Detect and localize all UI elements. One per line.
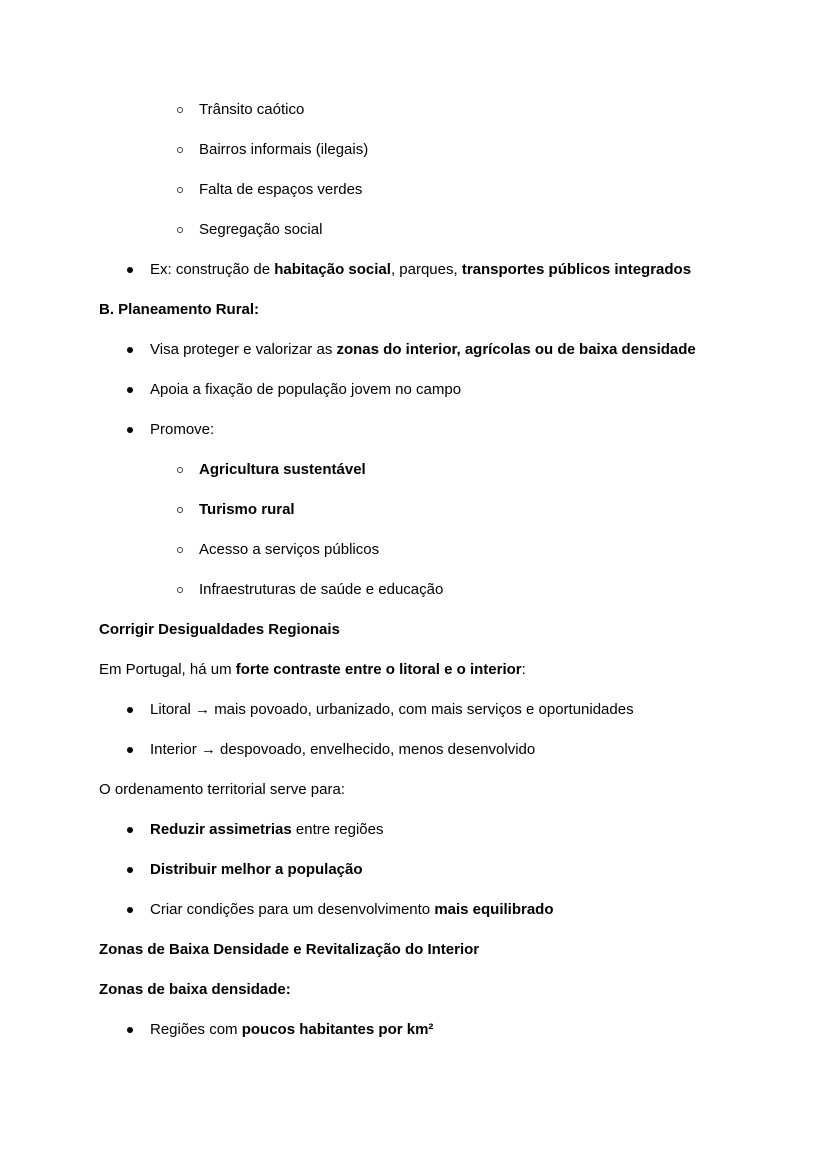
list-item-level1 [99,860,728,879]
list-item-level2 [99,140,728,159]
hollow-bullet-icon [177,507,183,513]
heading [99,940,728,959]
text-run: Visa proteger e valorizar as [150,341,337,358]
paragraph-text [99,781,345,798]
hollow-bullet-icon [177,107,183,113]
filled-bullet-icon [127,707,133,713]
text-run: Criar condições para um desenvolvimento [150,901,435,918]
list-item-text [150,701,634,718]
list-item-level1 [99,340,728,359]
list-item-text [150,861,363,878]
list-item-level2 [99,460,728,479]
text-run-bold: forte contraste entre o litoral e o interior [235,661,522,678]
text-run-bold: Distribuir melhor a população [150,861,363,878]
list-item-level2 [99,580,728,599]
text-run-bold: Reduzir assimetrias [150,821,292,838]
paragraph [99,780,728,799]
text-run-bold: mais equilibrado [434,901,554,918]
text-run: Regiões com [150,1021,242,1038]
text-run: O ordenamento territorial serve para: [99,781,345,798]
list-item-text [150,421,214,438]
text-run-bold: Turismo rural [199,501,295,518]
text-run: Segregação social [199,221,323,238]
list-item-text [199,141,368,158]
hollow-bullet-icon [177,147,183,153]
text-run-bold: zonas do interior, agrícolas ou de baixa densidade [336,341,696,358]
text-run-bold: Agricultura sustentável [199,461,366,478]
heading [99,980,728,999]
list-item-level1 [99,1020,728,1039]
list-item-level1 [99,380,728,399]
list-item-level1 [99,820,728,839]
text-run: Promove: [150,421,215,438]
heading-text: Zonas de Baixa Densidade e Revitalização do Interior [99,941,480,958]
filled-bullet-icon [127,1027,133,1033]
list-item-level1 [99,740,728,759]
filled-bullet-icon [127,387,133,393]
paragraph [99,660,728,679]
text-run: Acesso a serviços públicos [199,541,380,558]
list-item-text [150,261,691,278]
text-run-bold: poucos habitantes por km² [241,1021,434,1038]
text-run: Ex: construção de [150,261,275,278]
text-run: , parques, [390,261,462,278]
list-item-text [199,181,362,198]
list-item-text [150,381,461,398]
hollow-bullet-icon [177,547,183,553]
list-item-level1 [99,700,728,719]
text-run: Infraestruturas de saúde e educação [199,581,444,598]
list-item-text [199,101,304,118]
list-item-text [150,821,383,838]
text-run: Falta de espaços verdes [199,181,363,198]
text-run: Em Portugal, há um [99,661,236,678]
text-run: Trânsito caótico [199,101,305,118]
text-run: Bairros informais (ilegais) [199,141,369,158]
list-item-text [199,461,366,478]
list-item-level1 [99,260,728,279]
list-item-text [199,501,295,518]
list-item-level1 [99,900,728,919]
hollow-bullet-icon [177,227,183,233]
heading-text: Zonas de baixa densidade: [99,981,291,998]
text-run: Apoia a fixação de população jovem no campo [150,381,462,398]
list-item-text [150,901,554,918]
filled-bullet-icon [127,347,133,353]
list-item-text [150,741,535,758]
heading-text: Corrigir Desigualdades Regionais [99,621,340,638]
text-run-bold: transportes públicos integrados [461,261,692,278]
list-item-level2 [99,500,728,519]
filled-bullet-icon [127,827,133,833]
hollow-bullet-icon [177,187,183,193]
list-item-text [199,541,379,558]
list-item-level2 [99,100,728,119]
filled-bullet-icon [127,427,133,433]
text-run: Interior → despovoado, envelhecido, menos desenvolvido [150,741,536,758]
filled-bullet-icon [127,867,133,873]
heading-text: B. Planeamento Rural: [99,301,260,318]
heading [99,620,728,639]
hollow-bullet-icon [177,587,183,593]
filled-bullet-icon [127,747,133,753]
list-item-text [150,1021,433,1038]
list-item-text [199,221,322,238]
hollow-bullet-icon [177,467,183,473]
filled-bullet-icon [127,267,133,273]
text-run: : [521,661,526,678]
heading [99,300,728,319]
filled-bullet-icon [127,907,133,913]
text-run: entre regiões [291,821,384,838]
list-item-level2 [99,220,728,239]
text-run-bold: habitação social [274,261,391,278]
list-item-level1 [99,420,728,439]
list-item-level2 [99,180,728,199]
list-item-text [150,341,696,358]
list-item-text [199,581,443,598]
paragraph-text [99,661,526,678]
list-item-level2 [99,540,728,559]
text-run: Litoral → mais povoado, urbanizado, com mais serviços e oportunidades [150,701,634,718]
